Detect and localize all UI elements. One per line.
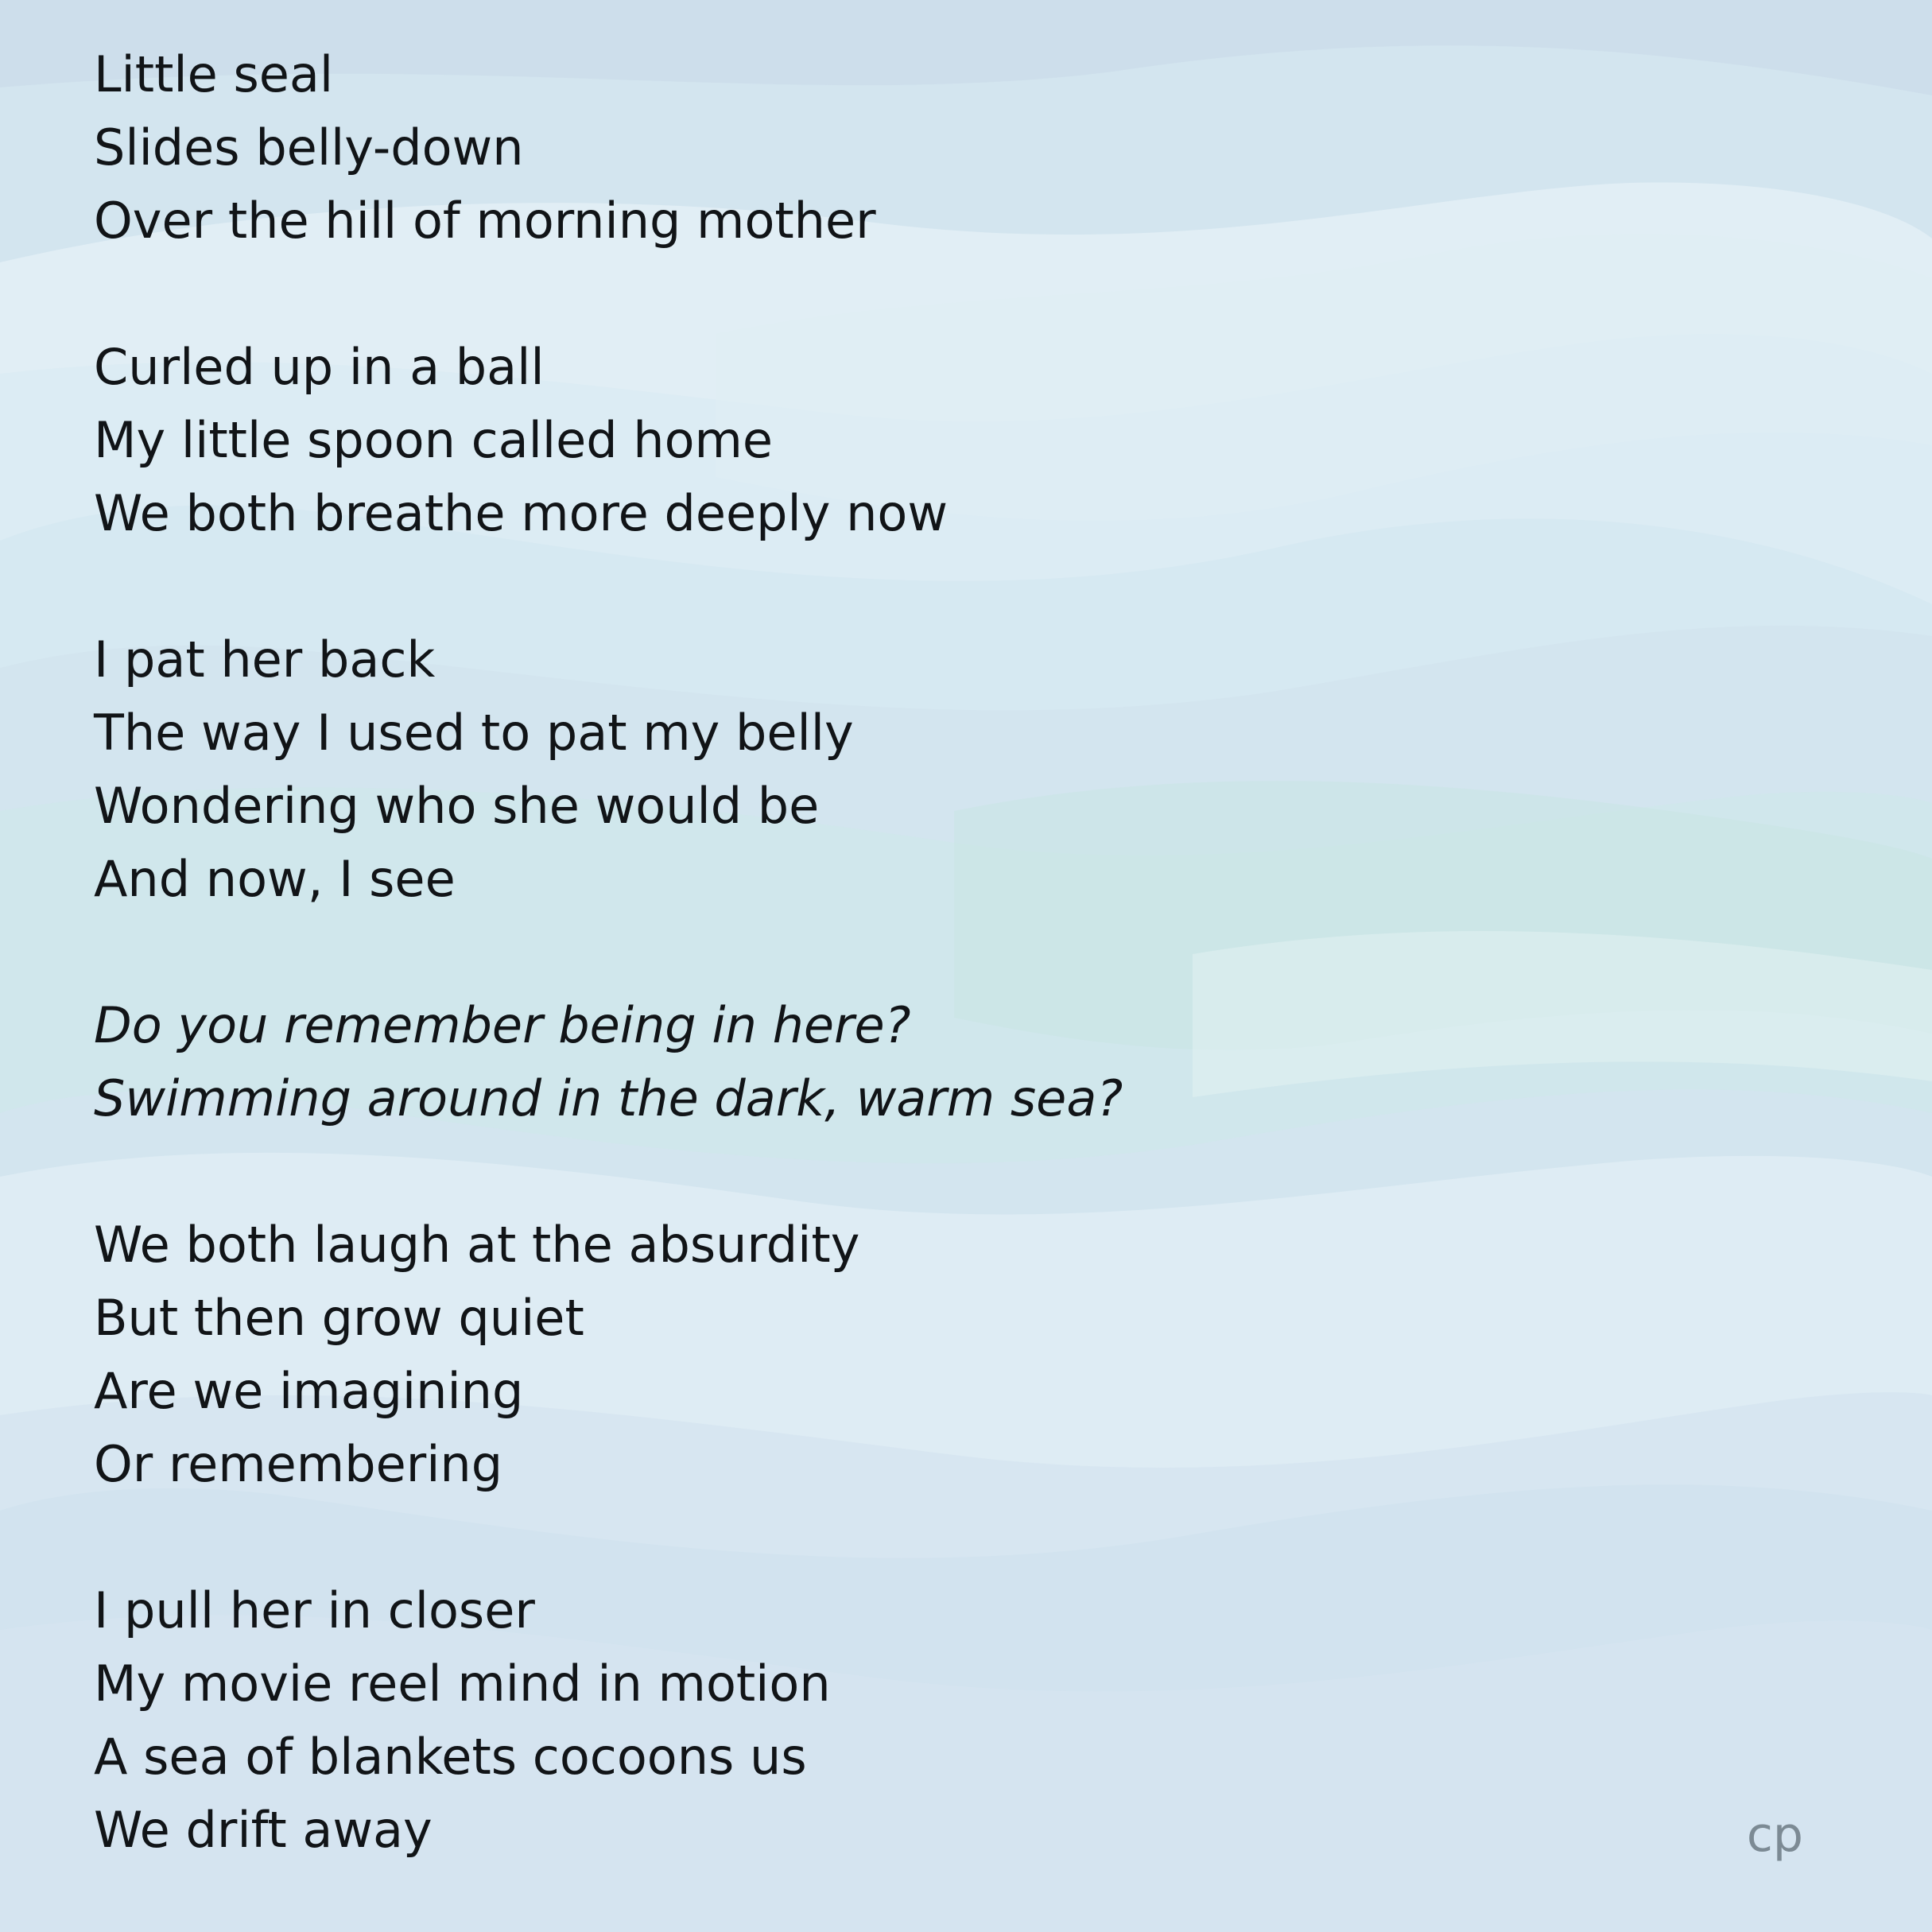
poem-line: Curled up in a ball: [94, 338, 545, 396]
poem-line: Slides belly-down: [94, 118, 524, 177]
poem-line: The way I used to pat my belly: [94, 704, 854, 762]
poem-line: We both breathe more deeply now: [94, 484, 949, 542]
poem-line: Wondering who she would be: [94, 777, 820, 835]
poem-line: A sea of blankets cocoons us: [94, 1728, 807, 1786]
poem-line: I pull her in closer: [94, 1581, 535, 1639]
poem-line: And now, I see: [94, 850, 456, 908]
stanza-3: [94, 623, 1763, 916]
stanza-4: [94, 989, 1763, 1135]
poem-line: My movie reel mind in motion: [94, 1655, 831, 1713]
poem-line: Or remembering: [94, 1435, 503, 1493]
poem-line: Over the hill of morning mother: [94, 192, 876, 250]
stanza-break: [94, 1501, 1763, 1574]
poem-line: I pat her back: [94, 630, 436, 689]
poem-line: We both laugh at the absurdity: [94, 1216, 860, 1274]
poem-line-italic: Do you remember being in here?: [94, 996, 911, 1054]
poem: [94, 38, 1763, 1867]
stanza-2: [94, 331, 1763, 550]
stanza-1: [94, 38, 1763, 258]
poem-line: My little spoon called home: [94, 411, 774, 469]
poem-line: But then grow quiet: [94, 1289, 584, 1347]
poem-line-italic: Swimming around in the dark, warm sea?: [94, 1069, 1123, 1127]
author-signature: cp: [1746, 1807, 1803, 1863]
stanza-break: [94, 550, 1763, 623]
poem-line: Little seal: [94, 45, 334, 103]
poem-line: Are we imagining: [94, 1362, 524, 1420]
poem-line: We drift away: [94, 1801, 433, 1859]
stanza-break: [94, 916, 1763, 989]
stanza-5: [94, 1208, 1763, 1501]
stanza-6: [94, 1574, 1763, 1867]
stanza-break: [94, 258, 1763, 331]
stanza-break: [94, 1135, 1763, 1208]
